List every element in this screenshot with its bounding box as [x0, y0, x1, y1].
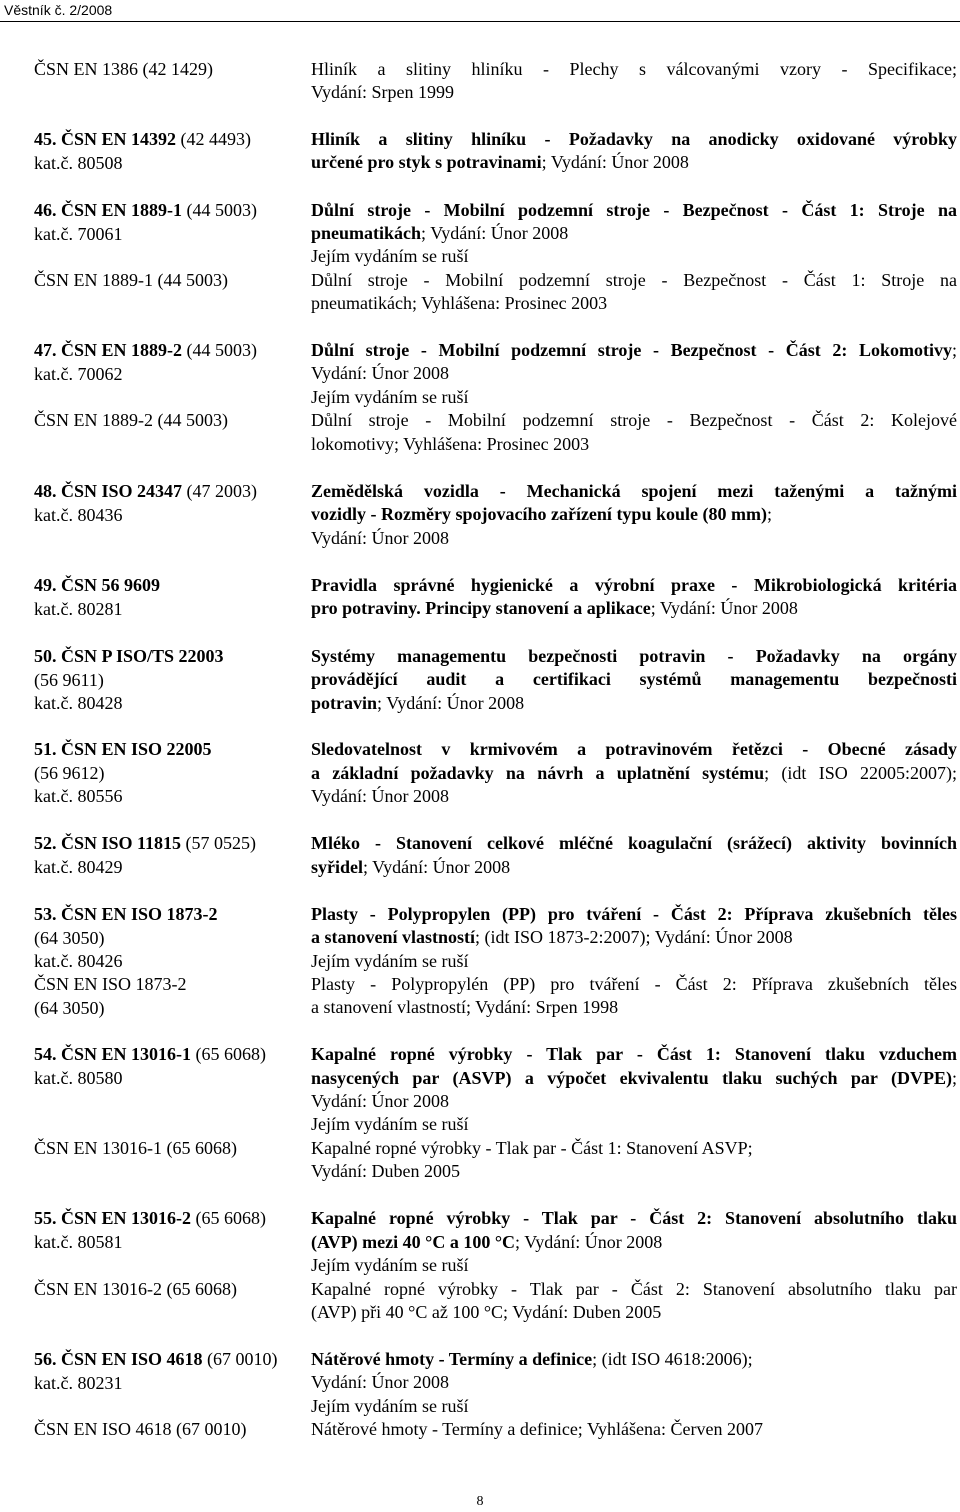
- standard-title-line: [311, 574, 957, 597]
- standard-title-line: [311, 856, 957, 879]
- catalog-number: kat.č. 80429: [34, 856, 123, 877]
- code-class: (44 5003): [182, 200, 258, 220]
- standard-title-line: [311, 1137, 957, 1160]
- standard-title-line: [311, 1371, 957, 1394]
- code-main: ČSN EN ISO 1873-2: [34, 974, 187, 994]
- standard-title-line: [311, 762, 957, 785]
- catalog-number: kat.č. 80281: [34, 598, 123, 619]
- standard-code: [34, 903, 218, 926]
- code-class: (44 5003): [153, 410, 229, 430]
- catalog-number: kat.č. 80508: [34, 152, 123, 173]
- code-class: (65 6068): [162, 1279, 238, 1299]
- code-main: ČSN 56 9609: [61, 575, 161, 595]
- code-main: ČSN EN 1889-2: [61, 340, 183, 360]
- entry-number: 45.: [34, 129, 61, 149]
- code-main: ČSN EN 1386: [34, 59, 139, 79]
- standard-title-line: [311, 362, 957, 385]
- title-normal: Jejím vydáním se ruší: [311, 1114, 469, 1134]
- catalog-number: kat.č. 70061: [34, 223, 123, 244]
- title-normal: Vydání: Duben 2005: [311, 1161, 460, 1181]
- standard-title-line: [311, 339, 957, 362]
- code-class: (67 0010): [202, 1349, 278, 1369]
- catalog-number: kat.č. 80436: [34, 504, 123, 525]
- standard-title-line: [311, 1301, 957, 1324]
- standard-title-line: [311, 903, 957, 926]
- entry-number: 47.: [34, 340, 61, 360]
- title-normal: Vydání: Únor 2008: [311, 786, 449, 806]
- title-bold: syřidel: [311, 857, 363, 877]
- code-class: (47 2003): [182, 481, 258, 501]
- title-bold: Plasty - Polypropylen (PP) pro tváření - Část 2: Příprava zkušebních těles: [311, 904, 957, 924]
- title-normal: ; (idt ISO 22005:2007);: [764, 763, 958, 783]
- title-normal: ; (idt ISO 4618:2006);: [592, 1349, 753, 1369]
- code-main: ČSN EN 13016-1: [34, 1138, 163, 1158]
- standard-code: [34, 269, 228, 292]
- title-bold: Nátěrové hmoty - Termíny a definice: [311, 1349, 593, 1369]
- title-normal: a stanovení vlastností; Vydání: Srpen 1998: [311, 997, 619, 1017]
- code-main: ČSN EN 1889-1: [34, 270, 154, 290]
- title-normal: Jejím vydáním se ruší: [311, 1255, 469, 1275]
- standard-title-line: [311, 1067, 957, 1090]
- title-normal: pneumatikách; Vyhlášena: Prosinec 2003: [311, 293, 608, 313]
- standard-title-line: [311, 128, 957, 151]
- standard-code: [34, 1207, 266, 1230]
- title-normal: Hliník a slitiny hliníku - Plechy s válcovanými vzory - Specifikace;: [311, 59, 957, 79]
- title-bold: Sledovatelnost v krmivovém a potravinovém řetězci - Obecné zásady: [311, 739, 957, 759]
- title-bold: určené pro styk s potravinami: [311, 152, 542, 172]
- code-main: ČSN EN 13016-2: [34, 1279, 163, 1299]
- title-normal: ;: [766, 504, 772, 524]
- standard-title-line: [311, 1090, 957, 1113]
- title-bold: a stanovení vlastností: [311, 927, 476, 947]
- title-bold: Zemědělská vozidla - Mechanická spojení mezi taženými a tažnými: [311, 481, 957, 501]
- code-class: (57 0525): [181, 833, 257, 853]
- title-normal: Vydání: Únor 2008: [311, 363, 449, 383]
- title-bold: Pravidla správné hygienické a výrobní praxe - Mikrobiologická kritéria: [311, 575, 957, 595]
- catalog-number: kat.č. 80581: [34, 1231, 123, 1252]
- code-main: ČSN EN 1889-1: [61, 200, 183, 220]
- title-normal: Kapalné ropné výrobky - Tlak par - Část 1: Stanovení ASVP;: [311, 1138, 753, 1158]
- standard-title-line: [311, 1160, 957, 1183]
- standard-code: [34, 738, 212, 761]
- page-number: 8: [476, 1494, 484, 1509]
- standard-code: [34, 1418, 247, 1441]
- entry-number: 48.: [34, 481, 61, 501]
- standard-title-line: [311, 597, 957, 620]
- standard-code: [34, 128, 251, 151]
- standard-title-line: [311, 1418, 957, 1441]
- title-bold: Důlní stroje - Mobilní podzemní stroje - Bezpečnost - Část 2: Lokomotivy: [311, 340, 952, 360]
- code-class: (42 1429): [138, 59, 214, 79]
- title-normal: ;: [951, 1068, 957, 1088]
- standard-code: [34, 1348, 278, 1371]
- title-normal: Vydání: Srpen 1999: [311, 82, 454, 102]
- standard-title-line: [311, 1231, 957, 1254]
- title-normal: ; (idt ISO 1873-2:2007); Vydání: Únor 2008: [475, 927, 793, 947]
- code-class: (44 5003): [153, 270, 229, 290]
- standard-code: [34, 832, 256, 855]
- standard-title-line: [311, 832, 957, 855]
- standard-title-line: [311, 527, 957, 550]
- entry-number: 56.: [34, 1349, 61, 1369]
- title-normal: lokomotivy; Vyhlášena: Prosinec 2003: [311, 434, 590, 454]
- title-normal: Vydání: Únor 2008: [311, 1091, 449, 1111]
- standard-title-line: [311, 926, 957, 949]
- entry-number: 50.: [34, 646, 61, 666]
- title-normal: Kapalné ropné výrobky - Tlak par - Část 2: Stanovení absolutního tlaku par: [311, 1279, 957, 1299]
- entry-number: 51.: [34, 739, 61, 759]
- title-bold: Hliník a slitiny hliníku - Požadavky na anodicky oxidované výrobky: [311, 129, 957, 149]
- standard-title-line: [311, 1395, 957, 1418]
- code-main: ČSN EN ISO 22005: [61, 739, 212, 759]
- title-bold: vozidly - Rozměry spojovacího zařízení typu koule (80 mm): [311, 504, 767, 524]
- code-class: (44 5003): [182, 340, 258, 360]
- standard-title-line: [311, 58, 957, 81]
- entry-number: 52.: [34, 833, 61, 853]
- standard-title-line: [311, 269, 957, 292]
- code-main: ČSN P ISO/TS 22003: [61, 646, 224, 666]
- standard-code: [34, 409, 228, 432]
- standard-title-line: [311, 292, 957, 315]
- code-main: ČSN ISO 24347: [61, 481, 183, 501]
- standard-title-line: [311, 996, 957, 1019]
- title-normal: ; Vydání: Únor 2008: [515, 1232, 663, 1252]
- title-bold: Kapalné ropné výrobky - Tlak par - Část 1: Stanovení tlaku vzduchem: [311, 1044, 957, 1064]
- entry-number: 55.: [34, 1208, 61, 1228]
- catalog-number: kat.č. 80428: [34, 693, 123, 713]
- code-main: ČSN EN 14392: [61, 129, 177, 149]
- code-class: (65 6068): [191, 1208, 267, 1228]
- standard-title-line: [311, 1348, 957, 1371]
- title-bold: potravin: [311, 693, 378, 713]
- catalog-number: kat.č. 80556: [34, 786, 123, 806]
- standard-code: [34, 645, 224, 668]
- code-main: ČSN EN 13016-1: [61, 1044, 192, 1064]
- entry-number: 53.: [34, 904, 61, 924]
- entry-number: 49.: [34, 575, 61, 595]
- title-bold: Systémy managementu bezpečnosti potravin - Požadavky na orgány: [311, 646, 957, 666]
- code-main: ČSN EN 1889-2: [34, 410, 154, 430]
- standard-class-number: (56 9611): [34, 669, 104, 690]
- title-bold: provádějící audit a certifikaci systémů managementu bezpečnosti: [311, 669, 957, 689]
- title-normal: Jejím vydáním se ruší: [311, 1396, 469, 1416]
- code-class: (67 0010): [171, 1419, 247, 1439]
- standard-title-line: [311, 503, 957, 526]
- code-main: ČSN ISO 11815: [61, 833, 182, 853]
- page-header: [0, 0, 960, 22]
- title-normal: Vydání: Únor 2008: [311, 528, 449, 548]
- standard-title-line: [311, 738, 957, 761]
- title-normal: ;: [951, 340, 957, 360]
- code-main: ČSN EN 13016-2: [61, 1208, 192, 1228]
- standard-title-line: [311, 973, 957, 996]
- catalog-number: kat.č. 80231: [34, 1372, 123, 1393]
- title-normal: ; Vydání: Únor 2008: [363, 857, 511, 877]
- title-normal: Plasty - Polypropylén (PP) pro tváření - Část 2: Příprava zkušebních těles: [311, 974, 957, 994]
- standard-title-line: [311, 1113, 957, 1136]
- standard-code: [34, 973, 187, 996]
- standard-title-line: [311, 1043, 957, 1066]
- standard-title-line: [311, 245, 957, 268]
- standard-title-line: [311, 81, 957, 104]
- catalog-number: kat.č. 70062: [34, 363, 123, 384]
- standard-title-line: [311, 1207, 957, 1230]
- title-normal: Jejím vydáním se ruší: [311, 387, 469, 407]
- title-bold: pro potraviny. Principy stanovení a aplikace: [311, 598, 651, 618]
- standard-title-line: [311, 433, 957, 456]
- title-normal: Vydání: Únor 2008: [311, 1372, 449, 1392]
- title-bold: a základní požadavky na návrh a uplatnění systému: [311, 763, 765, 783]
- title-normal: Důlní stroje - Mobilní podzemní stroje - Bezpečnost - Část 2: Kolejové: [311, 410, 957, 430]
- standard-title-line: [311, 1254, 957, 1277]
- standard-class-number: (56 9612): [34, 762, 105, 783]
- standard-title-line: [311, 199, 957, 222]
- code-main: ČSN EN ISO 4618: [34, 1419, 172, 1439]
- standard-title-line: [311, 668, 957, 691]
- standard-title-line: [311, 386, 957, 409]
- title-normal: Jejím vydáním se ruší: [311, 951, 469, 971]
- standard-code: [34, 574, 160, 597]
- title-bold: Důlní stroje - Mobilní podzemní stroje - Bezpečnost - Část 1: Stroje na: [311, 200, 957, 220]
- standard-code: [34, 480, 257, 503]
- standard-code: [34, 1137, 237, 1160]
- title-bold: Kapalné ropné výrobky - Tlak par - Část 2: Stanovení absolutního tlaku: [311, 1208, 957, 1228]
- code-class: (42 4493): [176, 129, 252, 149]
- catalog-number: kat.č. 80426: [34, 951, 123, 971]
- code-class: (65 6068): [191, 1044, 267, 1064]
- title-normal: Důlní stroje - Mobilní podzemní stroje - Bezpečnost - Část 1: Stroje na: [311, 270, 957, 290]
- title-normal: ; Vydání: Únor 2008: [421, 223, 569, 243]
- standard-class-number: (64 3050): [34, 997, 105, 1018]
- standard-title-line: [311, 692, 957, 715]
- standard-title-line: [311, 1278, 957, 1301]
- entry-number: 46.: [34, 200, 61, 220]
- standard-title-line: [311, 645, 957, 668]
- entry-number: 54.: [34, 1044, 61, 1064]
- journal-title: Věstník č. 2/2008: [4, 2, 113, 18]
- catalog-number: kat.č. 80580: [34, 1067, 123, 1088]
- title-normal: (AVP) při 40 °C až 100 °C; Vydání: Duben 2005: [311, 1302, 662, 1322]
- title-normal: Jejím vydáním se ruší: [311, 246, 469, 266]
- code-main: ČSN EN ISO 4618: [61, 1349, 203, 1369]
- title-bold: pneumatikách: [311, 223, 422, 243]
- title-bold: Mléko - Stanovení celkové mléčné koagulační (srážecí) aktivity bovinních: [311, 833, 957, 853]
- title-normal: Nátěrové hmoty - Termíny a definice; Vyhlášena: Červen 2007: [311, 1419, 763, 1439]
- title-bold: nasycených par (ASVP) a výpočet ekvivalentu tlaku suchých par (DVPE): [311, 1068, 952, 1088]
- title-normal: ; Vydání: Únor 2008: [650, 598, 798, 618]
- code-class: (65 6068): [162, 1138, 238, 1158]
- title-normal: ; Vydání: Únor 2008: [541, 152, 689, 172]
- standard-code: [34, 199, 257, 222]
- standard-title-line: [311, 950, 957, 973]
- standard-code: [34, 339, 257, 362]
- standard-code: [34, 1043, 266, 1066]
- standard-code: [34, 58, 213, 81]
- title-bold: (AVP) mezi 40 °C a 100 °C: [311, 1232, 516, 1252]
- standard-code: [34, 1278, 237, 1301]
- standard-title-line: [311, 409, 957, 432]
- standard-title-line: [311, 222, 957, 245]
- standard-title-line: [311, 785, 957, 808]
- standard-class-number: (64 3050): [34, 927, 105, 948]
- code-main: ČSN EN ISO 1873-2: [61, 904, 218, 924]
- standard-title-line: [311, 151, 957, 174]
- standard-title-line: [311, 480, 957, 503]
- title-normal: ; Vydání: Únor 2008: [377, 693, 525, 713]
